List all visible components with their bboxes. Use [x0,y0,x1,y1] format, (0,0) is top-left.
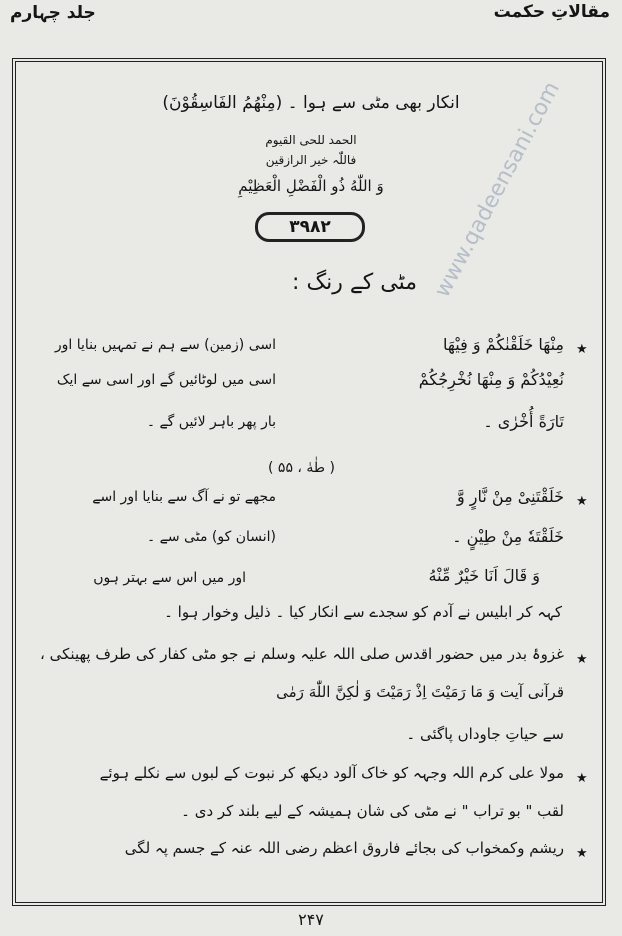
article-number-badge: ۳۹۸۲ [255,212,365,242]
verse-arabic: خَلَقْتَنِىْ مِنْ نَّارٍ وَّ [456,487,564,506]
paragraph-line: سے حیاتِ جاوداں پاگئی ۔ [406,725,564,743]
bullet-star-icon: ★ [576,494,588,509]
invocation-1: الحمد للحی القیوم [265,133,357,147]
bullet-star-icon: ★ [576,342,588,357]
paragraph-line: لقب " بو تراب " نے مٹی کی شان ہمیشہ کے لیے بلند کر دی ۔ [181,802,564,820]
article-title: انکار بھی مٹی سے ہوا ۔ (مِنْهُمُ الفَاسِقُوْنَ) [162,93,460,113]
bullet-star-icon: ★ [576,652,588,667]
verse-urdu: بار پھر باہر لائیں گے ۔ [146,414,276,430]
verse-arabic: خَلَقْتَهٗ مِنْ طِيْنٍ ۔ [452,527,564,546]
verse-reference: ( طٰهٰ ، ۵۵ ) [268,460,335,476]
invocation-3: وَ اللّٰهُ ذُو الْفَضْلِ الْعَظِیْمِ [238,177,384,195]
paragraph-line: مولا علی کرم اللہ وجہہ کو خاک آلود دیکھ کر نبوت کے لبوں سے نکلے ہوئے [99,764,564,782]
verse-urdu: اور میں اس سے بہتر ہوں [93,570,246,586]
verse-arabic: تَارَةً أُخْرٰى ۔ [483,412,564,431]
bullet-star-icon: ★ [576,846,588,861]
bullet-star-icon: ★ [576,771,588,786]
verse-urdu: اسی میں لوٹائیں گے اور اسی سے ایک [56,372,276,388]
paragraph-line: قرآنی آیت وَ مَا رَمَيْتَ اِذْ رَمَيْتَ وَ لٰكِنَّ اللّٰهَ رَمٰى [276,683,564,701]
volume-label: جلد چہارم [10,3,96,23]
page-number: ۲۴۷ [298,910,324,929]
watermark: www.qadeensani.com [430,77,565,302]
verse-urdu: اسی (زمین) سے ہم نے تمہیں بنایا اور [54,337,276,353]
paragraph-line: ریشم وکمخواب کی بجائے فاروق اعظم رضی اللہ عنہ کے جسم پہ لگی [124,839,564,857]
verse-urdu: مجھے تو نے آگ سے بنایا اور اسے [92,489,276,505]
verse-arabic: وَ قَالَ اَنَا خَيْرٌ مِّنْهُ [428,566,540,585]
verse-urdu: (انسان کو) مٹی سے ۔ [147,529,276,545]
verse-arabic: مِنْهَا خَلَقْنٰكُمْ وَ فِيْهَا [443,335,564,354]
paragraph-line: کہہ کر ابلیس نے آدم کو سجدے سے انکار کیا ۔ ذلیل وخوار ہوا ۔ [164,603,562,621]
book-title: مقالاتِ حکمت [493,2,610,22]
verse-arabic: نُعِيْدُكُمْ وَ مِنْهَا نُخْرِجُكُمْ [418,370,564,389]
invocation-2: فاللّٰہ خیر الرازقین [265,153,357,167]
section-heading: مٹی کے رنگ : [292,270,417,295]
paragraph-line: غزوۂ بدر میں حضور اقدس صلی اللہ علیہ وسلم نے جو مٹی کفار کی طرف پھینکی ، [40,645,564,663]
